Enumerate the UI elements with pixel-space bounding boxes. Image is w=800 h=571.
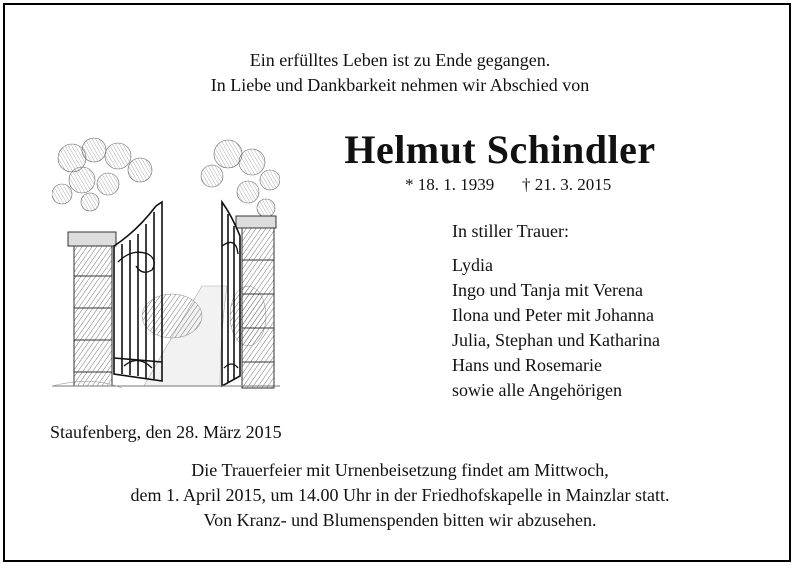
foliage-right bbox=[201, 140, 280, 217]
mourning-heading: In stiller Trauer: bbox=[452, 221, 569, 241]
death-date: † 21. 3. 2015 bbox=[522, 175, 612, 194]
left-gate-wing bbox=[114, 202, 162, 381]
ceremony-info bbox=[0, 458, 800, 533]
place-and-date: Staufenberg, den 28. März 2015 bbox=[50, 422, 282, 442]
list-item: Lydia bbox=[452, 255, 493, 275]
intro-text bbox=[0, 48, 800, 98]
list-item: Julia, Stephan und Katharina bbox=[452, 330, 660, 350]
list-item: Ilona und Peter mit Johanna bbox=[452, 305, 654, 325]
right-pillar bbox=[236, 216, 276, 388]
garden-gate-illustration bbox=[52, 136, 280, 392]
ceremony-line-1: Die Trauerfeier mit Urnenbeisetzung findet am Mittwoch, bbox=[191, 460, 609, 480]
list-item: Ingo und Tanja mit Verena bbox=[452, 280, 644, 300]
ceremony-line-2: dem 1. April 2015, um 14.00 Uhr in der Friedhofskapelle in Mainzlar statt. bbox=[130, 485, 670, 505]
intro-line-2: In Liebe und Dankbarkeit nehmen wir Abschied von bbox=[210, 75, 590, 95]
ceremony-line-3: Von Kranz- und Blumenspenden bitten wir abzusehen. bbox=[203, 510, 597, 530]
birth-date: * 18. 1. 1939 bbox=[405, 175, 495, 194]
deceased-name: Helmut Schindler bbox=[344, 127, 656, 172]
list-item: Hans und Rosemarie bbox=[452, 355, 602, 375]
left-pillar bbox=[68, 232, 116, 386]
foliage-left bbox=[52, 138, 152, 211]
mourners-list bbox=[452, 253, 660, 403]
intro-line-1: Ein erfülltes Leben ist zu Ende gegangen. bbox=[249, 50, 551, 70]
list-item: sowie alle Angehörigen bbox=[452, 380, 622, 400]
